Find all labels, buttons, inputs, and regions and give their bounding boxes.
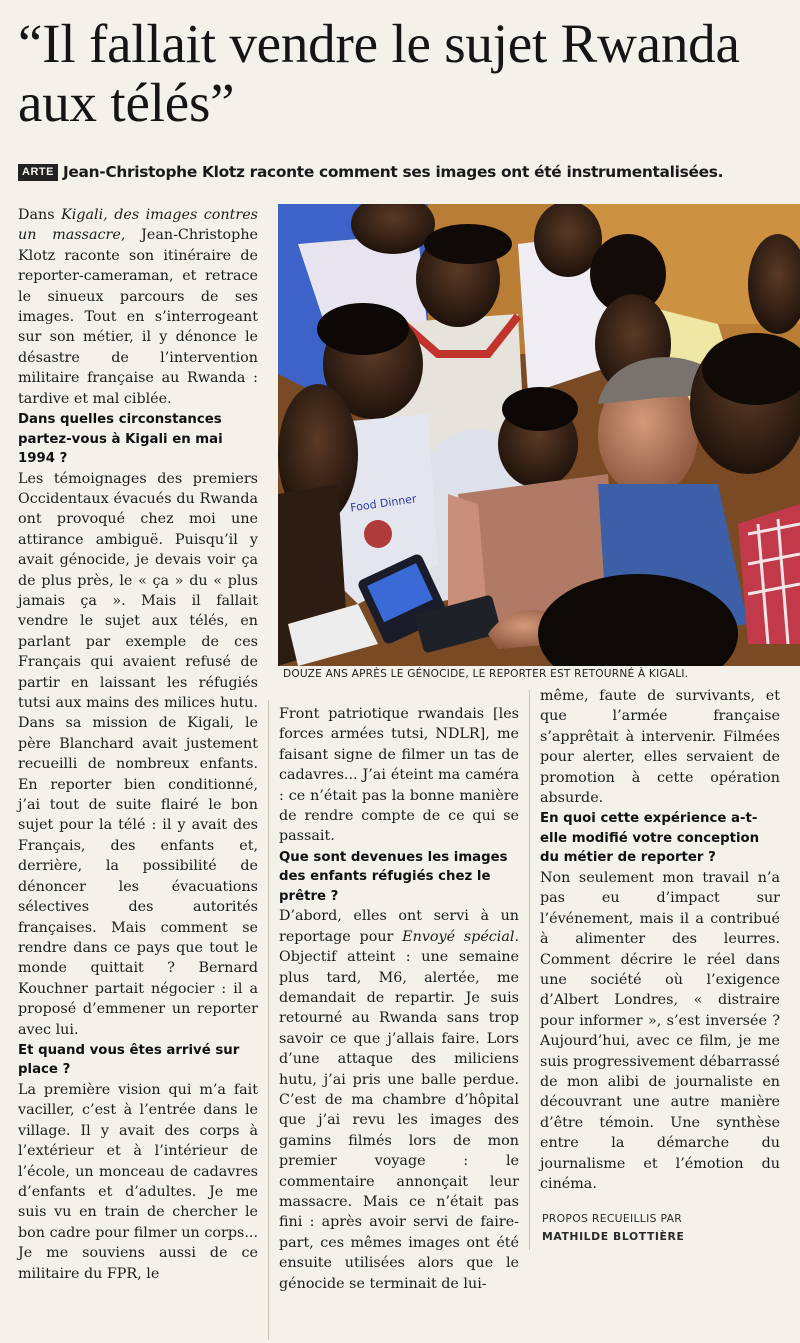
column-divider (268, 700, 269, 1340)
section-tag: ARTE (18, 164, 58, 181)
show-title: Envoyé spécial (402, 928, 515, 945)
column-3 (540, 686, 780, 1194)
question-4: En quoi cette expérience a-t-elle modifié votre conception du métier de reporter ? (540, 811, 760, 866)
answer-2-part-1: La première vision qui m’a fait vaciller, c’est à l’entrée dans le village. Il y avait des corps à l’extérieur et à l’intérieur de l’école, un monceau de cadavres d’enfants et d’adultes. Je me suis vu en train de chercher le bon cadre pour filmer un corps... Je me souviens aussi de ce militaire du FPR, le (18, 1081, 258, 1282)
column-divider (529, 690, 530, 1250)
headline: “Il fallait vendre le sujet Rwanda aux télés” (18, 13, 740, 133)
column-2 (279, 704, 519, 1294)
photo-caption: DOUZE ANS APRÈS LE GÉNOCIDE, LE REPORTER EST RETOURNÉ À KIGALI. (283, 668, 689, 680)
question-1: Dans quelles circonstances partez-vous à Kigali en mai 1994 ? (18, 412, 223, 467)
question-2: Et quand vous êtes arrivé sur place ? (18, 1042, 240, 1078)
answer-1: Les témoignages des premiers Occidentaux évacués du Rwanda ont provoqué chez moi une attirance ambiguë. Puisqu’il y avait génocide, je devais voir ça de plus près, le « ça » du « plus jamais ça ». Mais il fallait vendre le sujet aux télés, en parlant par exemple de ces Français qui avaient refusé de partir en laissant les réfugiés tutsi aux mains des milices hutu. Dans sa mission de Kigali, le père Blanchard avait justement recueilli de nombreux enfants. En reporter bien conditionné, j’ai tout de suite flairé le bon sujet pour la télé : il y avait des Français, des enfants et, derrière, la possibilité de dénoncer les évacuations sélectives des autorités françaises. Mais comment se rendre dans ce pays que tout le monde quittait ? Bernard Kouchner partait négocier : il a proposé d’emmener un reporter avec lui. (18, 470, 258, 1038)
answer-3-part-1 (279, 906, 519, 1294)
answer-2-part-2: Front patriotique rwandais [les forces armées tutsi, NDLR], me faisant signe de filmer un tas de cadavres... J’ai éteint ma caméra : ce n’était pas la bonne manière de rendre compte de ce qui se passait. (279, 706, 519, 845)
intro-rest: , Jean-Christophe Klotz raconte son itinéraire de reporter-cameraman, et retrace le sinueux parcours de ses images. Tout en s’interrogeant sur son métier, il y dénonce le désastre de l’intervention militaire française au Rwanda : tardive et mal ciblée. (18, 227, 258, 407)
question-3: Que sont devenues les images des enfants réfugiés chez le prêtre ? (279, 849, 508, 904)
article-photo (278, 204, 800, 666)
column-1 (18, 205, 258, 1284)
answer-3-rest: . Objectif atteint : une semaine plus tard, M6, alertée, me demandait de repartir. Je suis retourné au Rwanda sans trop savoir ce que j’allais faire. Lors d’une attaque des miliciens hutu, j’ai pris une balle perdue. C’est de ma chambre d’hôpital que j’ai revu les images des gamins filmés lors de mon premier voyage : le commentaire annonçait leur massacre. Mais ce n’était pas fini : après avoir servi de faire-part, ces mêmes images ont été ensuite utilisées alors que le génocide se terminait de lui- (279, 928, 519, 1292)
answer-3-lead: D’abord, elles ont servi à un reportage pour (279, 908, 519, 945)
credit-author: MATHILDE BLOTTIÈRE (542, 1230, 685, 1243)
photo-illustration (278, 204, 800, 666)
answer-3-part-2: même, faute de survivants, et que l’armée française s’apprêtait à intervenir. Filmées pour alerter, elles servaient de promotion à cette opération absurde. (540, 688, 780, 807)
subhead (18, 162, 793, 182)
film-title: Kigali, des images contres un massacre (18, 207, 258, 244)
intro-lead: Dans (18, 207, 55, 223)
answer-4: Non seulement mon travail n’a pas eu d’impact sur l’événement, mais il a contribué à alimenter des leurres. Comment décrire le réel dans une société où l’exigence d’Albert Londres, « distraire pour informer », s’est inversée ? Aujourd’hui, avec ce film, je me suis progressivement débarrassé de mon alibi de journaliste en découvrant une autre manière d’être témoin. Une synthèse entre la démarche du journalisme et l’émotion du cinéma. (540, 869, 780, 1193)
credit-label: PROPOS RECUEILLIS PAR (542, 1212, 683, 1225)
intro-paragraph (18, 205, 258, 409)
interview-credit (542, 1212, 782, 1243)
tshirt-text: Food Dinner (349, 492, 418, 515)
subhead-text: Jean-Christophe Klotz raconte comment ses images ont été instrumentalisées. (62, 163, 724, 181)
